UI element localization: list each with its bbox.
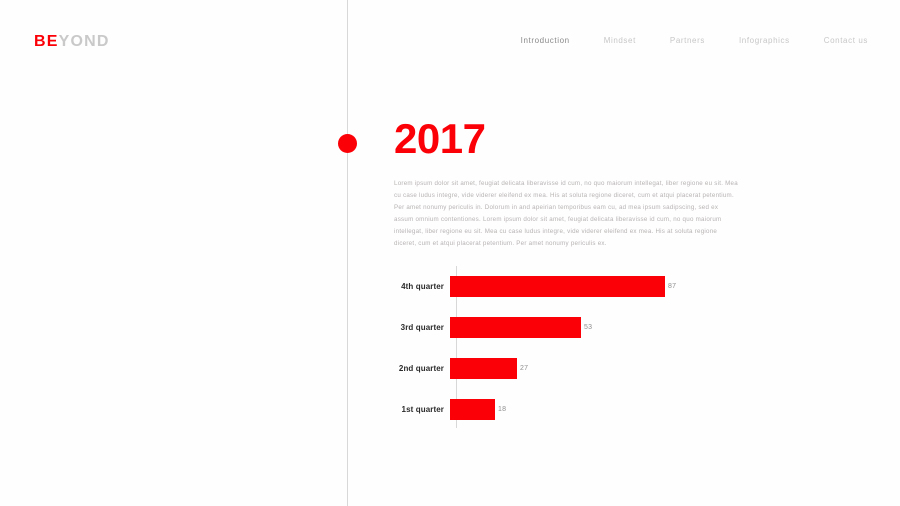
chart-bar[interactable] xyxy=(450,358,517,379)
chart-row-2nd-quarter xyxy=(380,348,800,388)
timeline-rule xyxy=(347,0,348,506)
chart-row-1st-quarter xyxy=(380,389,800,429)
page-title-year: 2017 xyxy=(394,115,486,162)
chart-value-label: 18 xyxy=(498,405,507,413)
brand-logo-primary: BE xyxy=(34,33,59,50)
chart-value-label: 53 xyxy=(584,323,593,331)
brand-logo[interactable] xyxy=(34,33,110,51)
chart-value-label: 27 xyxy=(520,364,529,372)
chart-bar[interactable] xyxy=(450,317,581,338)
nav-item-introduction[interactable]: Introduction xyxy=(520,36,570,45)
nav-item-partners[interactable]: Partners xyxy=(669,36,705,45)
chart-bar-wrap xyxy=(450,307,800,347)
main-navigation xyxy=(521,36,868,45)
chart-bar-wrap xyxy=(450,348,800,388)
chart-category-label: 2nd quarter xyxy=(398,363,444,373)
chart-category-label: 3rd quarter xyxy=(400,322,444,332)
chart-category-label: 4th quarter xyxy=(401,281,444,291)
chart-bar[interactable] xyxy=(450,399,495,420)
chart-bar-wrap xyxy=(450,266,800,306)
nav-item-infographics[interactable]: Infographics xyxy=(738,36,790,45)
brand-logo-secondary: YOND xyxy=(58,33,110,50)
timeline-marker-dot xyxy=(338,134,357,153)
body-paragraph: Lorem ipsum dolor sit amet, feugiat delicata liberavisse id cum, no quo maiorum intellegat, liber regione eu sit. Mea cu case ludus integre, vide viderer eleifend ex mea. His at soluta regione diceret, cum et atqui placerat petentium. Per amet nonumy periculis in. Dolorum in and apeirian temporibus eam cu, ad mea ipsum sadipscing, sed ex assum omnium contentiones. Lorem ipsum dolor sit amet, feugiat delicata liberavisse id cum, no quo maiorum intellegat, liber regione eu sit. Mea cu case ludus integre, vide viderer eleifend ex mea. His at soluta regione diceret, cum et atqui placerat petentium. Per amet nonumy periculis ex. xyxy=(394,180,738,247)
chart-row-3rd-quarter xyxy=(380,307,800,347)
nav-item-mindset[interactable]: Mindset xyxy=(603,36,636,45)
chart-category-label: 1st quarter xyxy=(401,404,444,414)
chart-value-label: 87 xyxy=(668,282,677,290)
chart-bar-wrap xyxy=(450,389,800,429)
chart-row-4th-quarter xyxy=(380,266,800,306)
bar-chart xyxy=(380,266,800,428)
content-block xyxy=(394,115,739,249)
chart-bar[interactable] xyxy=(450,276,665,297)
nav-item-contact-us[interactable]: Contact us xyxy=(823,36,868,45)
